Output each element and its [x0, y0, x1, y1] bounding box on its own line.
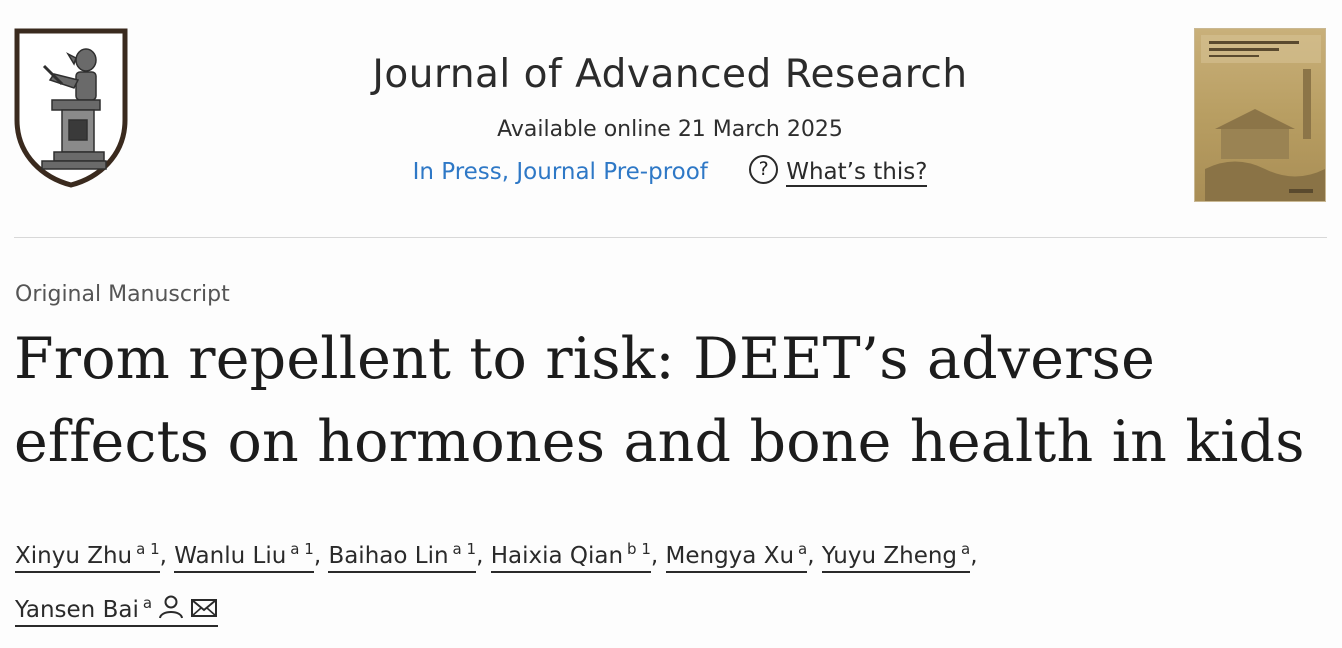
online-date: Available online 21 March 2025 — [497, 117, 843, 142]
journal-cover-image — [1195, 29, 1326, 202]
author-name: Wanlu Liu — [174, 543, 287, 569]
publisher-logo[interactable] — [14, 28, 128, 188]
university-seal-icon — [14, 28, 128, 188]
author-link[interactable] — [15, 540, 160, 573]
author-name: Yansen Bai — [15, 597, 139, 623]
journal-header — [0, 0, 1342, 238]
author-name: Haixia Qian — [490, 543, 624, 569]
corresponding-author-link[interactable] — [15, 594, 218, 627]
question-circle-icon[interactable]: ? — [749, 155, 778, 184]
author-link[interactable] — [490, 540, 651, 573]
author-affiliation: b 1 — [627, 540, 651, 558]
author-affiliation: a — [961, 540, 971, 558]
author-affiliation: a — [798, 540, 808, 558]
article-status-row — [260, 158, 1080, 187]
author-affiliation: a 1 — [290, 540, 314, 558]
author-affiliation: a 1 — [136, 540, 160, 558]
header-divider — [14, 237, 1327, 238]
whats-this-link[interactable]: What’s this? — [786, 159, 928, 185]
author-name: Mengya Xu — [665, 543, 795, 569]
journal-cover-thumbnail[interactable] — [1194, 28, 1326, 202]
author-list: Xinyu Zhu $^{a 1}$, Wanlu Liu $^{a 1}$, Baihao Lin $^{a 1}$, Haixia Qian $^{b 1}$, Mengya Xu $^a$, Yuyu Zheng $^a$, Yansen Bai $^a$ — [15, 526, 1315, 636]
author-link[interactable] — [821, 540, 971, 573]
author-link[interactable] — [174, 540, 314, 573]
person-icon — [158, 589, 184, 636]
journal-title-link[interactable]: Journal of Advanced Research — [372, 52, 968, 97]
author-name: Xinyu Zhu — [15, 543, 133, 569]
article-type-label: Original Manuscript — [15, 282, 230, 307]
in-press-link[interactable]: In Press, Journal Pre-proof — [412, 159, 708, 185]
article-title-line-1: From repellent to risk: DEET’s adverse — [14, 326, 1156, 392]
author-affiliation: a 1 — [452, 540, 477, 558]
author-link[interactable] — [665, 540, 808, 573]
article-title-line-2: effects on hormones and bone health in kids — [14, 409, 1305, 475]
author-affiliation: a — [142, 594, 153, 612]
author-name: Yuyu Zheng — [821, 543, 958, 569]
author-name: Baihao Lin — [328, 543, 449, 569]
author-link[interactable] — [328, 540, 477, 573]
envelope-icon — [190, 589, 218, 636]
article-title — [14, 318, 1334, 484]
